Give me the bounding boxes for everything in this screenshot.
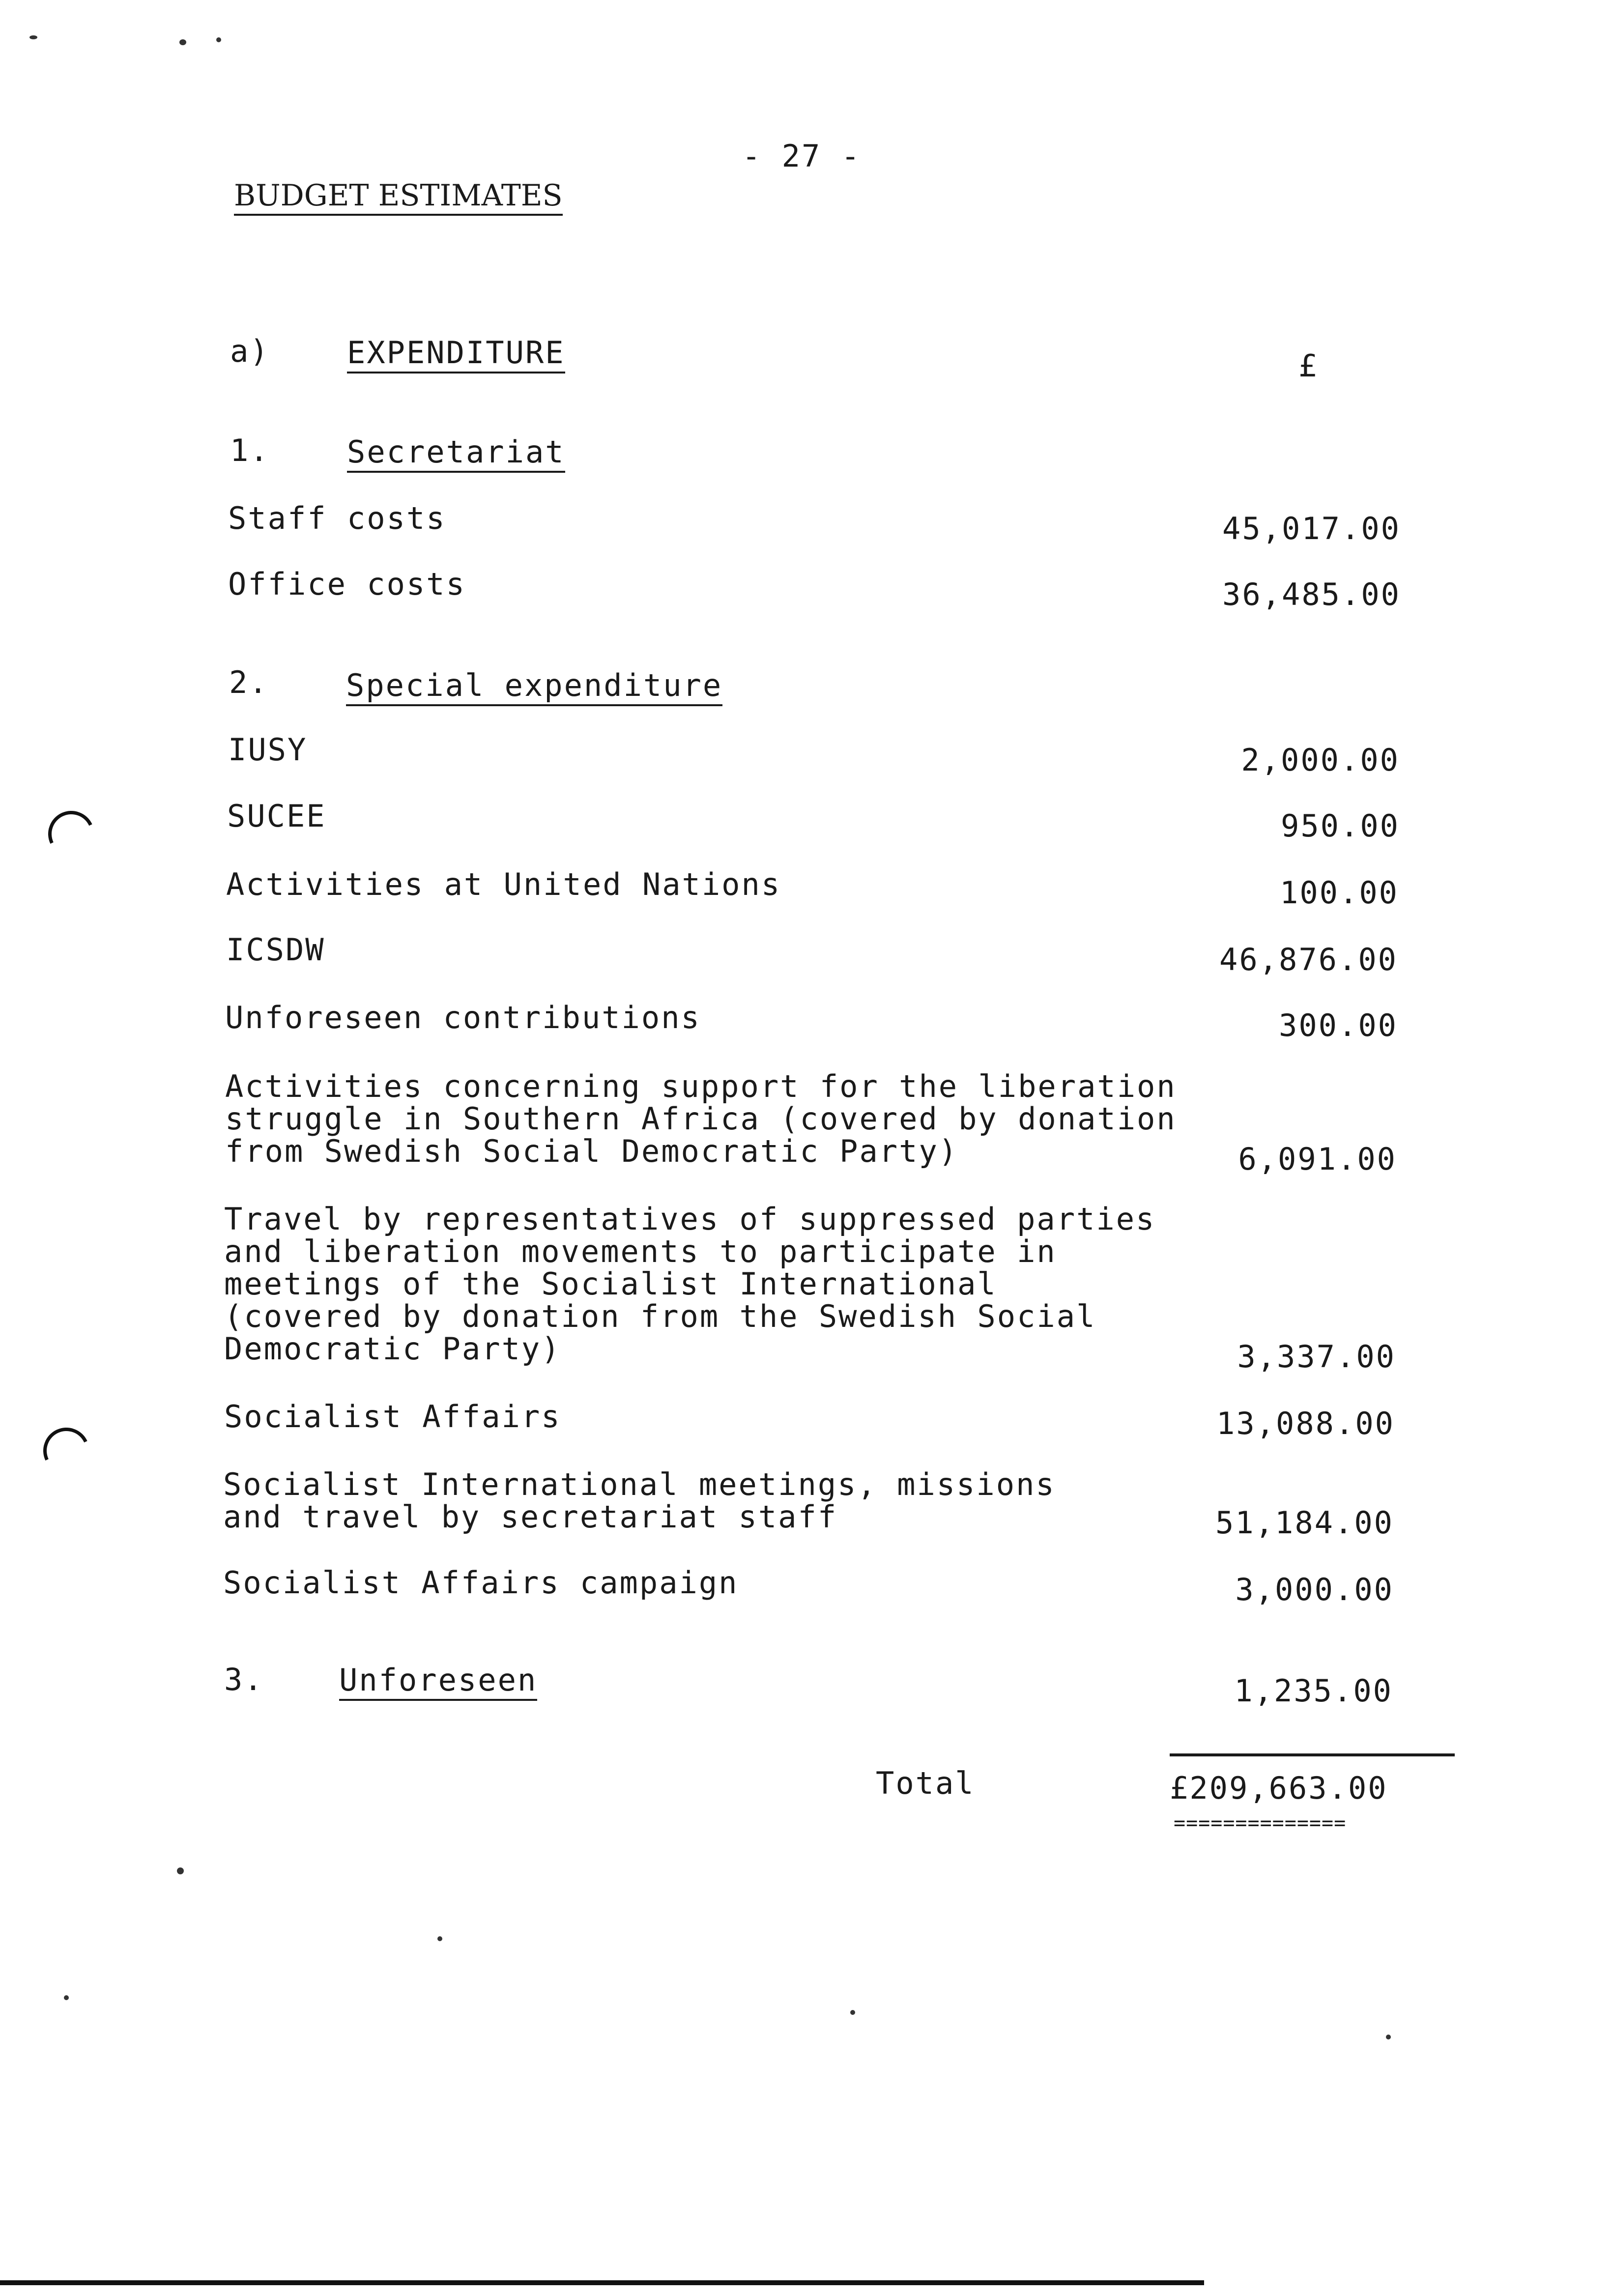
bottom-edge-line (0, 2280, 1204, 2285)
item-amount: 36,485.00 (1222, 576, 1401, 612)
group-heading: Special expenditure (346, 669, 722, 702)
item-label: Socialist Affairs campaign (223, 1565, 739, 1601)
total-rule (1170, 1753, 1455, 1756)
scan-speck (179, 39, 186, 45)
group-number: 3. (224, 1662, 264, 1697)
item-amount: 2,000.00 (1241, 742, 1400, 778)
scan-speck (437, 1936, 442, 1941)
item-amount: 100.00 (1280, 875, 1399, 911)
item-amount: 950.00 (1281, 808, 1400, 844)
item-label: IUSY (228, 732, 308, 768)
total-double-underline: ============== (1174, 1812, 1347, 1835)
item-amount: 3,000.00 (1235, 1572, 1394, 1607)
item-amount: 300.00 (1279, 1007, 1398, 1043)
scan-speck (29, 35, 37, 39)
item-amount: 13,088.00 (1216, 1406, 1395, 1441)
group-number: 1. (230, 432, 270, 468)
total-amount: £209,663.00 (1170, 1770, 1388, 1806)
section-marker: a) (230, 333, 270, 369)
group-number: 2. (229, 664, 269, 700)
scan-speck (850, 2010, 855, 2015)
item-label: Socialist Affairs (224, 1399, 561, 1435)
item-label: Socialist International meetings, missions and travel by secretariat staff (223, 1466, 1056, 1535)
item-label: SUCEE (227, 798, 326, 834)
item-amount: 45,017.00 (1222, 511, 1401, 546)
unforeseen-amount: 1,235.00 (1234, 1673, 1393, 1709)
item-label: Activities at United Nations (226, 866, 781, 902)
item-label: Office costs (228, 566, 466, 602)
item-amount: 6,091.00 (1238, 1141, 1397, 1177)
group-heading: Secretariat (347, 436, 565, 468)
item-amount: 3,337.00 (1237, 1339, 1396, 1375)
scan-speck (1386, 2035, 1391, 2039)
section-heading: EXPENDITURE (347, 337, 565, 369)
currency-symbol: £ (1298, 348, 1319, 384)
item-amount: 46,876.00 (1219, 942, 1398, 977)
group-heading: Unforeseen (339, 1664, 537, 1696)
punch-hole-mark (42, 804, 101, 863)
page-title: BUDGET ESTIMATES (234, 179, 563, 212)
scan-speck (64, 1995, 69, 2000)
item-label: Activities concerning support for the liberation struggle in Southern Africa (covered by donation from Swedish Social Democratic Party) (225, 1068, 1177, 1169)
item-amount: 51,184.00 (1215, 1505, 1394, 1541)
page-number: - 27 - (742, 138, 861, 174)
scan-speck (216, 37, 221, 42)
item-label: Staff costs (228, 500, 446, 536)
total-label: Total (876, 1765, 975, 1801)
item-label: Travel by representatives of suppressed parties and liberation movements to participate in meetings of the Socialist International (covered by donation from the Swedish Social Democratic Party) (224, 1201, 1156, 1367)
punch-hole-mark (37, 1421, 96, 1480)
item-label: ICSDW (226, 932, 325, 968)
item-label: Unforeseen contributions (225, 1000, 701, 1035)
scan-speck (177, 1867, 184, 1874)
